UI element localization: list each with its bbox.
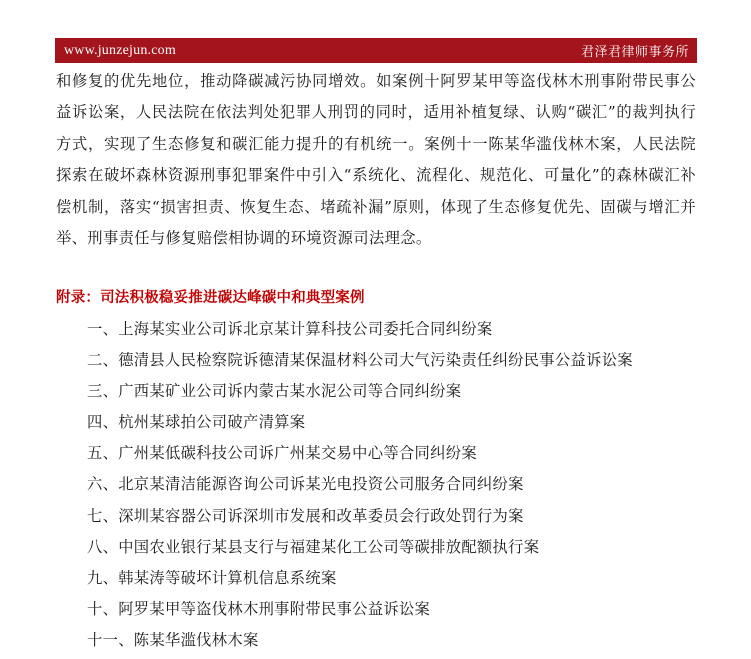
body-paragraph: 和修复的优先地位，推动降碳减污协同增效。如案例十阿罗某甲等盗伐林木刑事附带民事公益诉讼案，人民法院在依法判处犯罪人刑罚的同时，适用补植复绿、认购“碳汇”的裁判执行方式，实现了生态修复和碳汇能力提升的有机统一。案例十一陈某华滥伐林木案，人民法院探索在破坏森林资源刑事犯罪案件中引入“系统化、流程化、规范化、可量化”的森林碳汇补偿机制，落实“损害担责、恢复生态、堵疏补漏”原则，体现了生态修复优先、固碳与增汇并举、刑事责任与修复赔偿相协调的环境资源司法理念。	[56, 72, 696, 248]
list-item: 一、上海某实业公司诉北京某计算科技公司委托合同纠纷案	[87, 320, 493, 338]
list-item: 四、杭州某球拍公司破产清算案	[87, 413, 306, 432]
list-item: 二、德清县人民检察院诉德清某保温材料公司大气污染责任纠纷民事公益诉讼案	[87, 351, 633, 370]
case-list	[87, 317, 633, 659]
list-item: 八、中国农业银行某县支行与福建某化工公司等碳排放配额执行案	[87, 537, 540, 556]
list-item: 九、韩某涛等破坏计算机信息系统案	[87, 568, 337, 587]
list-item: 十一、陈某华滥伐林木案	[87, 630, 259, 649]
firm-name: 君泽君律师事务所	[580, 45, 689, 60]
appendix-title: 附录：司法积极稳妥推进碳达峰碳中和典型案例	[56, 290, 365, 306]
list-item: 六、北京某清洁能源咨询公司诉某光电投资公司服务合同纠纷案	[87, 475, 524, 494]
list-item: 十、阿罗某甲等盗伐林木刑事附带民事公益诉讼案	[87, 599, 431, 618]
page-header	[55, 38, 697, 63]
list-item: 七、深圳某容器公司诉深圳市发展和改革委员会行政处罚行为案	[87, 506, 524, 525]
site-url[interactable]: www.junzejun.com	[64, 42, 176, 58]
list-item: 五、广州某低碳科技公司诉广州某交易中心等合同纠纷案	[87, 444, 477, 463]
list-item: 三、广西某矿业公司诉内蒙古某水泥公司等合同纠纷案	[87, 382, 462, 401]
